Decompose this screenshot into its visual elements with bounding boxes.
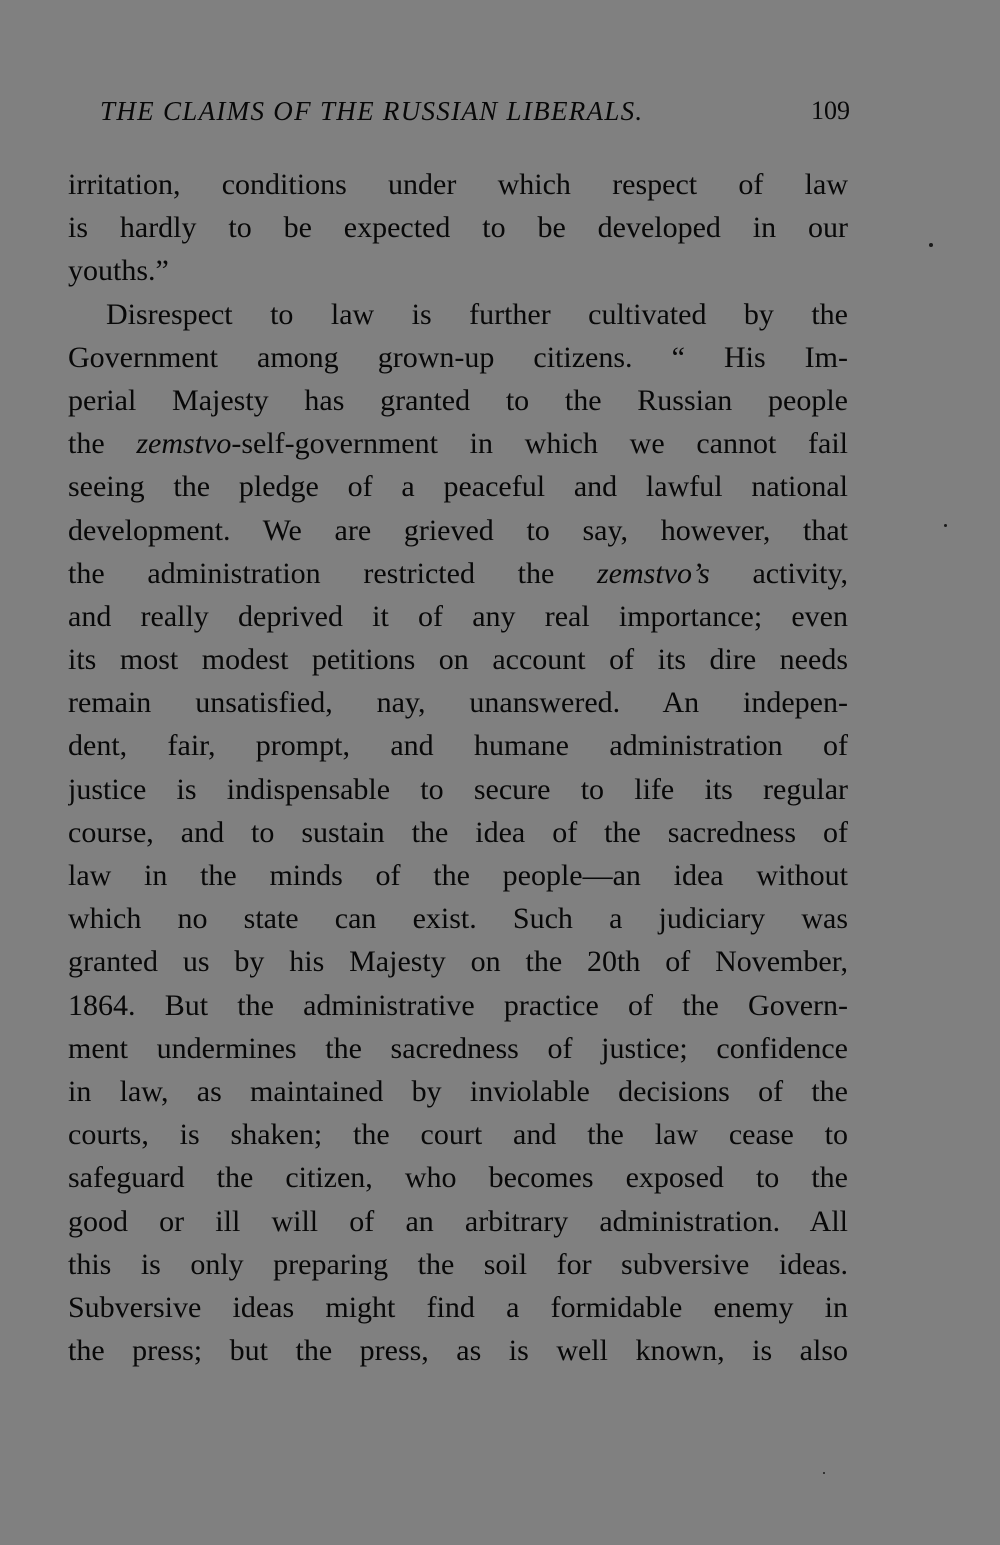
text-run: activity,	[709, 556, 848, 590]
text-run: remain unsatisfied, nay, unanswered. An indepen-	[68, 686, 848, 720]
italic-text-run: zemstvo	[136, 427, 232, 461]
running-head	[100, 96, 850, 136]
text-run: the press; but the press, as is well known, is also	[68, 1334, 848, 1368]
text-line	[68, 1156, 848, 1199]
text-run: in law, as maintained by inviolable decisions of the	[68, 1074, 848, 1108]
text-run: Government among grown-up citizens. “ His Im-	[68, 340, 848, 374]
text-line	[68, 681, 848, 724]
text-run: courts, is shaken; the court and the law cease to	[68, 1118, 848, 1152]
text-run: the	[68, 427, 137, 461]
text-run: which no state can exist. Such a judiciary was	[68, 902, 848, 936]
text-line	[68, 940, 848, 983]
text-run: Subversive ideas might find a formidable enemy in	[68, 1290, 848, 1324]
text-run: the administration restricted the	[68, 556, 597, 590]
text-line	[68, 1027, 848, 1070]
text-run: ment undermines the sacredness of justice; confidence	[68, 1031, 848, 1065]
text-line	[68, 509, 848, 552]
text-run: Disrespect to law is further cultivated by the	[106, 297, 848, 331]
text-line	[68, 897, 848, 940]
text-line	[68, 379, 848, 422]
text-run: 1864. But the administrative practice of the Govern-	[68, 988, 848, 1022]
text-run: and really deprived it of any real importance; even	[68, 599, 848, 633]
text-run: seeing the pledge of a peaceful and lawful national	[68, 470, 848, 504]
text-run: its most modest petitions on account of its dire needs	[68, 643, 848, 677]
text-run: law in the minds of the people—an idea without	[68, 859, 848, 892]
text-run: safeguard the citizen, who becomes exposed to the	[68, 1161, 848, 1195]
text-run: is hardly to be expected to be developed in our	[68, 211, 848, 245]
text-run: granted us by his Majesty on the 20th of November,	[68, 945, 848, 979]
text-line	[68, 595, 848, 638]
text-line	[68, 422, 848, 465]
text-line	[68, 465, 848, 508]
text-line	[68, 1070, 848, 1113]
text-run: youths.”	[68, 254, 169, 288]
text-line	[68, 1200, 848, 1243]
text-run: justice is indispensable to secure to life its regular	[68, 772, 848, 806]
text-line	[68, 854, 848, 897]
text-line	[68, 1286, 848, 1329]
text-line	[68, 1329, 848, 1372]
scan-speck	[944, 524, 947, 527]
text-run: dent, fair, prompt, and humane administration of	[68, 729, 848, 763]
italic-text-run: zemstvo’s	[597, 556, 710, 590]
text-line	[68, 638, 848, 681]
scan-speck	[823, 1472, 825, 1474]
text-line	[68, 293, 848, 336]
page-number: 109	[811, 96, 850, 125]
text-run: -self-government in which we cannot fail	[231, 427, 848, 461]
text-line	[68, 336, 848, 379]
text-run: this is only preparing the soil for subversive ideas.	[68, 1247, 848, 1281]
text-line	[68, 768, 848, 811]
text-line	[68, 984, 848, 1027]
text-run: good or ill will of an arbitrary administration. All	[68, 1204, 848, 1238]
text-line	[68, 552, 848, 595]
text-run: course, and to sustain the idea of the sacredness of	[68, 815, 848, 849]
scan-speck	[929, 243, 933, 247]
text-run: development. We are grieved to say, however, that	[68, 513, 848, 547]
text-line	[68, 163, 848, 206]
text-line	[68, 811, 848, 854]
text-line	[68, 1243, 848, 1286]
text-line	[68, 1113, 848, 1156]
text-run: perial Majesty has granted to the Russian people	[68, 383, 848, 417]
text-line	[68, 249, 848, 292]
text-line	[68, 206, 848, 249]
body-text	[68, 163, 848, 1372]
running-title: THE CLAIMS OF THE RUSSIAN LIBERALS.	[100, 96, 644, 126]
text-run: irritation, conditions under which respect of law	[68, 168, 848, 201]
text-line	[68, 724, 848, 767]
